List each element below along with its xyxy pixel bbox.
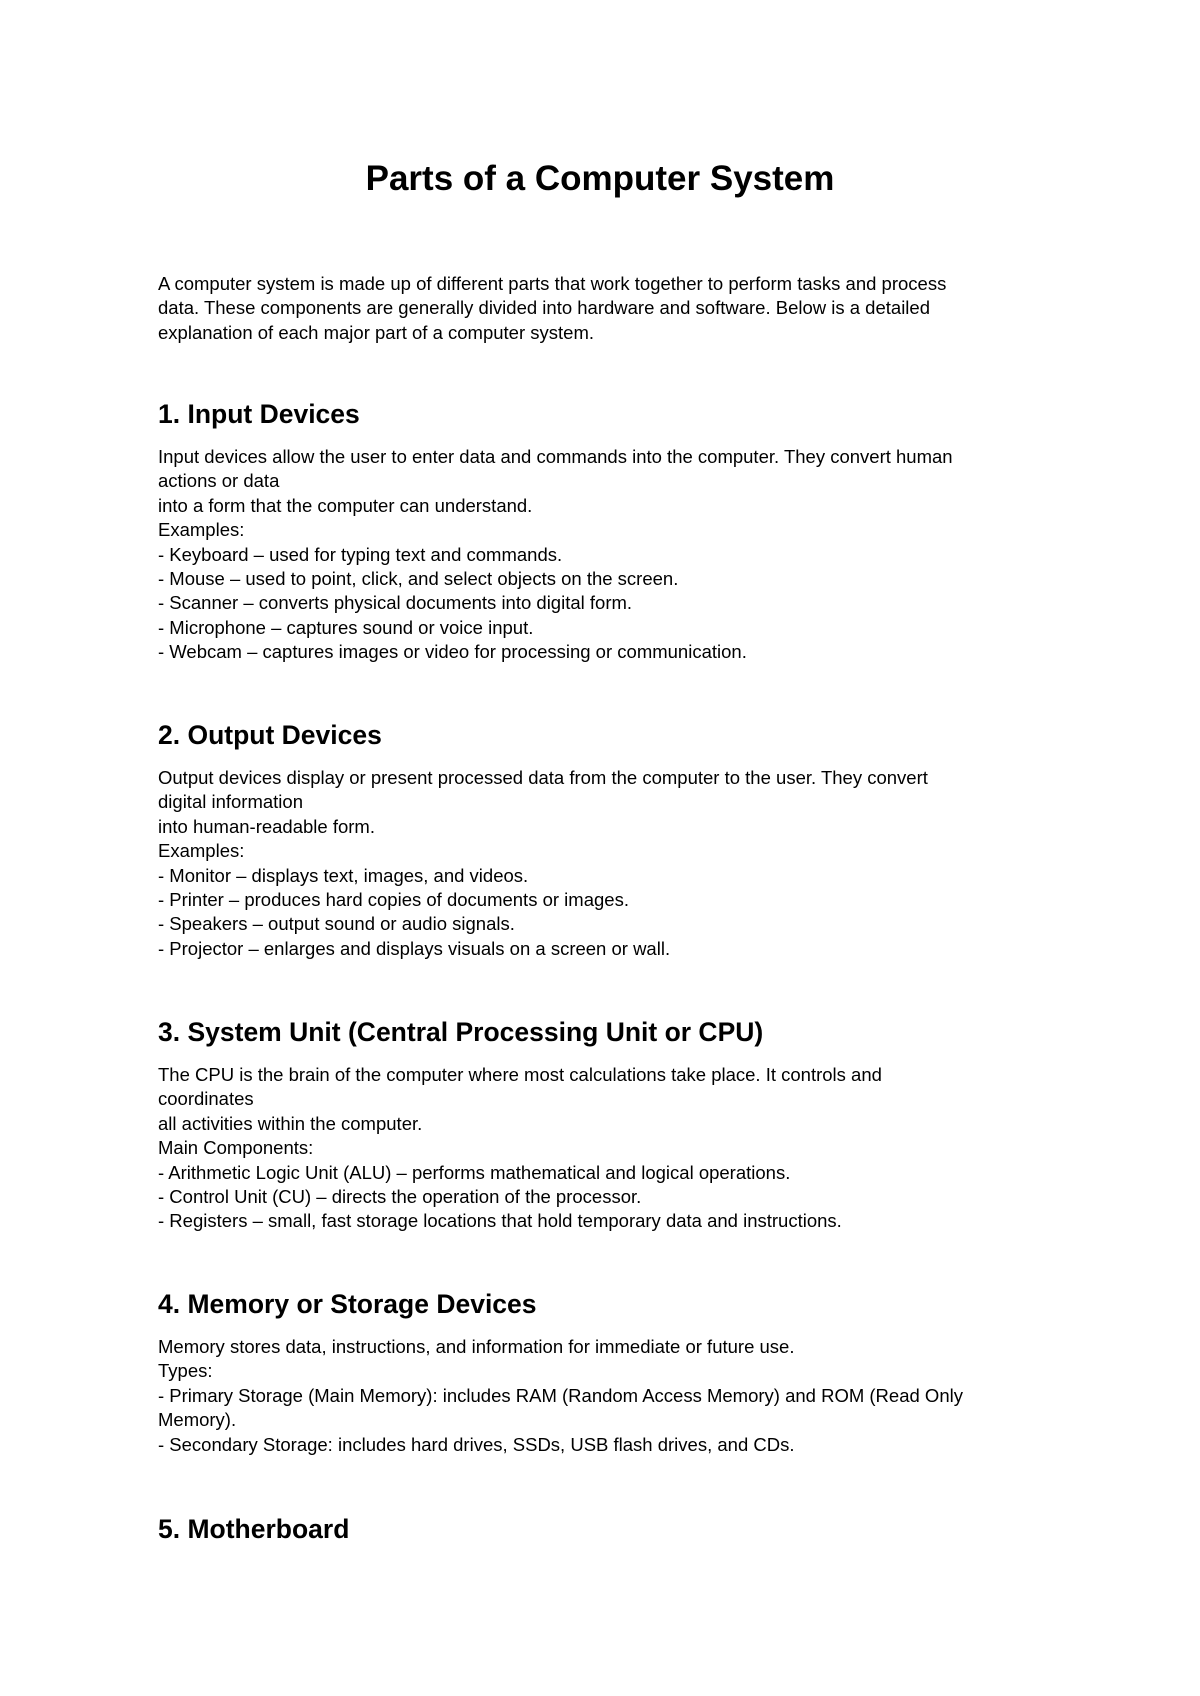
list-item: - Printer – produces hard copies of documents or images. [158,889,629,911]
section-heading: 5. Motherboard [158,1514,350,1544]
list-item: - Arithmetic Logic Unit (ALU) – performs mathematical and logical operations. [158,1161,791,1183]
section-output-devices [158,719,1058,961]
section-line: Memory stores data, instructions, and information for immediate or future use. [158,1336,795,1357]
list-item: - Primary Storage (Main Memory): includes RAM (Random Access Memory) and ROM (Read Only [158,1384,963,1406]
section-line: all activities within the computer. [158,1112,423,1134]
page-title: Parts of a Computer System [365,159,835,198]
section-heading: 4. Memory or Storage Devices [158,1289,537,1319]
section-heading: 3. System Unit (Central Processing Unit or CPU) [158,1017,764,1047]
section-input-devices [158,398,1058,665]
list-item: - Monitor – displays text, images, and videos. [158,864,529,886]
intro-line: explanation of each major part of a computer system. [158,321,594,343]
section-line: The CPU is the brain of the computer where most calculations take place. It controls and [158,1064,882,1085]
intro-line: A computer system is made up of different parts that work together to perform tasks and process [158,273,947,294]
list-item: - Projector – enlarges and displays visuals on a screen or wall. [158,937,671,959]
section-line: Main Components: [158,1137,314,1159]
section-heading: 1. Input Devices [158,399,360,429]
section-line: into a form that the computer can understand. [158,494,533,516]
list-item: - Keyboard – used for typing text and commands. [158,543,563,565]
section-line: actions or data [158,470,280,492]
section-line: Output devices display or present processed data from the computer to the user. They convert [158,767,928,788]
section-system-unit [158,1016,1058,1234]
list-item: - Speakers – output sound or audio signals. [158,913,515,935]
list-item: - Microphone – captures sound or voice input. [158,616,534,638]
section-memory-storage [158,1288,1058,1457]
list-item: - Mouse – used to point, click, and select objects on the screen. [158,568,679,590]
section-line: coordinates [158,1088,254,1110]
list-item: Memory). [158,1409,237,1431]
list-item: - Control Unit (CU) – directs the operation of the processor. [158,1186,642,1208]
list-item: - Secondary Storage: includes hard drives, SSDs, USB flash drives, and CDs. [158,1433,795,1455]
list-item: - Registers – small, fast storage locations that hold temporary data and instructions. [158,1210,842,1232]
section-line: Types: [158,1360,213,1382]
intro-paragraph [158,272,1058,345]
section-line: digital information [158,791,303,813]
section-line: Examples: [158,840,245,862]
list-item: - Scanner – converts physical documents into digital form. [158,592,633,614]
section-line: into human-readable form. [158,815,375,837]
section-line: Input devices allow the user to enter data and commands into the computer. They convert human [158,446,953,467]
list-item: - Webcam – captures images or video for processing or communication. [158,641,747,663]
section-motherboard [158,1513,1058,1560]
section-line: Examples: [158,519,245,541]
section-heading: 2. Output Devices [158,720,382,750]
intro-line: data. These components are generally divided into hardware and software. Below is a detailed [158,297,930,319]
